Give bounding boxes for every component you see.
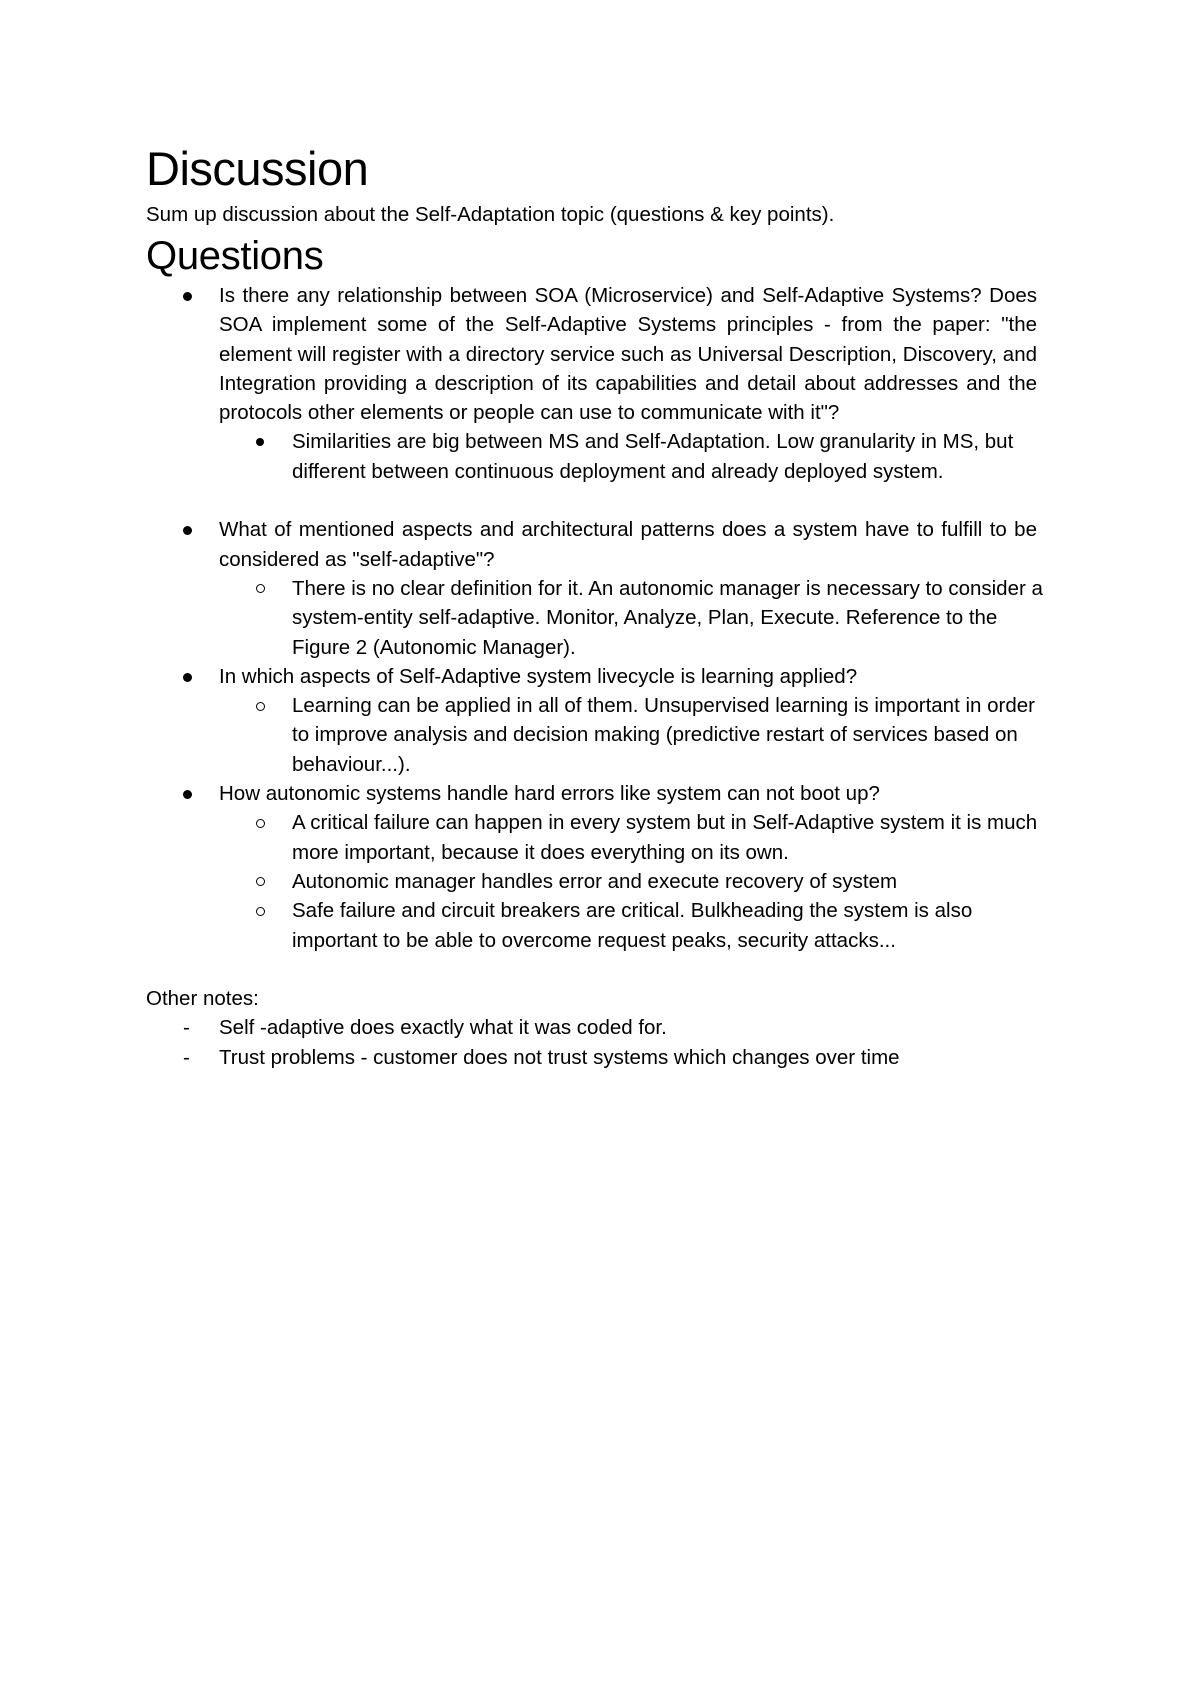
note-item — [146, 1013, 1046, 1042]
bullet-circle-icon — [256, 877, 265, 886]
answer-list — [219, 427, 1046, 486]
page-subtitle: Sum up discussion about the Self-Adaptation topic (questions & key points). — [146, 203, 835, 226]
dash-bullet-icon: - — [183, 1045, 190, 1069]
question-text: What of mentioned aspects and architectural patterns does a system have to fulfill to be considered as "self-adaptive"? — [219, 518, 1037, 571]
document-content — [146, 138, 1046, 1072]
answer-text: Similarities are big between MS and Self-Adaptation. Low granularity in MS, but different between continuous deployment and already deployed system. — [292, 430, 1014, 483]
question-text: In which aspects of Self-Adaptive system livecycle is learning applied? — [219, 664, 858, 688]
question-item — [146, 515, 1046, 661]
answer-text: Learning can be applied in all of them. Unsupervised learning is important in order to improve analysis and decision making (predictive restart of services based on behaviour...). — [292, 694, 1035, 776]
question-text: Is there any relationship between SOA (Microservice) and Self-Adaptive Systems? Does SOA implement some of the Self-Adaptive Systems principles - from the paper: "the element will register with a directory service such as Universal Description, Discovery, and Integration providing a description of its capabilities and detail about addresses and the protocols other elements or people can use to communicate with it"? — [219, 284, 1037, 425]
answer-text: Safe failure and circuit breakers are critical. Bulkheading the system is also important to be able to overcome request peaks, security attacks... — [292, 899, 973, 952]
bullet-disc-icon — [256, 438, 264, 446]
answer-item — [219, 574, 1046, 662]
note-text: Trust problems - customer does not trust systems which changes over time — [219, 1045, 900, 1069]
page-title: Discussion — [146, 142, 369, 195]
bullet-circle-icon — [256, 907, 265, 916]
bullet-circle-icon — [256, 702, 265, 711]
bullet-circle-icon — [256, 584, 265, 593]
spacer — [146, 955, 1046, 984]
answer-item — [219, 691, 1046, 779]
dash-bullet-icon: - — [183, 1016, 190, 1040]
answer-item — [219, 896, 1046, 955]
question-item — [146, 662, 1046, 779]
other-notes-label: Other notes: — [146, 987, 259, 1011]
answer-list — [219, 691, 1046, 779]
bullet-disc-icon — [183, 292, 192, 301]
bullet-disc-icon — [183, 526, 192, 535]
answer-text: Autonomic manager handles error and execute recovery of system — [292, 869, 898, 893]
questions-heading: Questions — [146, 234, 324, 278]
answer-text: There is no clear definition for it. An autonomic manager is necessary to consider a system-entity self-adaptive. Monitor, Analyze, Plan, Execute. Reference to the Figure 2 (Autonomic Manager). — [292, 576, 1043, 659]
bullet-disc-icon — [183, 673, 192, 682]
answer-list — [219, 808, 1046, 954]
spacer — [219, 486, 1046, 515]
note-item — [146, 1043, 1046, 1072]
question-text: How autonomic systems handle hard errors like system can not boot up? — [219, 782, 880, 806]
answer-item — [219, 808, 1046, 867]
questions-list — [146, 281, 1046, 955]
answer-text: A critical failure can happen in every system but in Self-Adaptive system it is much more important, because it does everything on its own. — [292, 811, 1038, 864]
answer-list — [219, 574, 1046, 662]
note-text: Self -adaptive does exactly what it was coded for. — [219, 1016, 667, 1040]
question-item — [146, 281, 1046, 515]
bullet-circle-icon — [256, 819, 265, 828]
answer-item — [219, 427, 1046, 486]
answer-item — [219, 867, 1046, 896]
bullet-disc-icon — [183, 790, 192, 799]
other-notes-list — [146, 1013, 1046, 1072]
question-item — [146, 779, 1046, 955]
